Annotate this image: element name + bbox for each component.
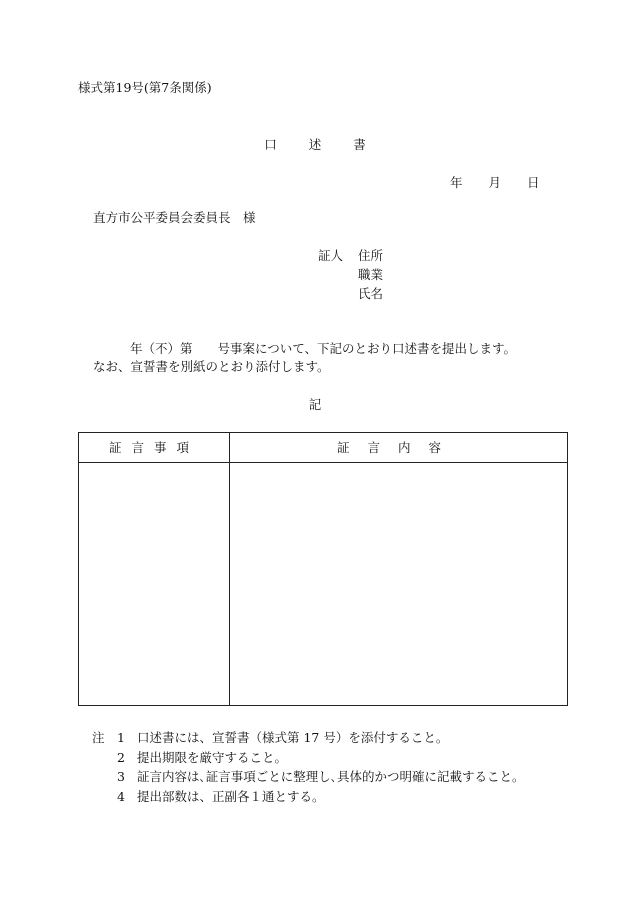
note-number: 2: [117, 749, 125, 765]
body-text-line-2: なお、宣誓書を別紙のとおり添付します。: [93, 359, 330, 374]
title-char: 書: [353, 137, 366, 152]
addressee: 直方市公平委員会委員長 様: [93, 210, 256, 225]
date-line: [450, 175, 562, 191]
note-number: 1: [117, 730, 125, 745]
note-text: 提出期限を厳守すること。: [137, 749, 288, 765]
date-year: 年: [450, 175, 463, 190]
date-day: 日: [527, 175, 540, 190]
note-text: 提出部数は、正副各１通とする。: [137, 788, 325, 804]
body-text-line-1: 年（不）第 号事案について、下記のとおり口述書を提出します。: [130, 341, 517, 356]
note-item: [92, 728, 525, 748]
form-number-label: 様式第19号(第7条関係): [78, 80, 212, 95]
column-divider: [229, 433, 230, 705]
header-testimony-content: 証言内容: [336, 440, 459, 455]
witness-name-field[interactable]: 氏名: [358, 286, 384, 301]
note-number: 3: [117, 769, 125, 784]
note-item: [92, 787, 525, 807]
notes-lead: 注: [92, 730, 105, 745]
note-text: 証言内容は､証言事項ごとに整理し､具体的かつ明確に記載すること。: [137, 769, 525, 784]
witness-label: 証人: [318, 248, 344, 263]
header-testimony-items: 証言事項: [108, 440, 199, 455]
witness-occupation-field[interactable]: 職業: [358, 267, 384, 282]
date-month: 月: [488, 175, 502, 190]
title-char: 口: [264, 137, 277, 152]
document-title: [0, 137, 630, 153]
note-text: 口述書には、宣誓書（様式第 17 号）を添付すること。: [137, 730, 449, 745]
note-item: [92, 748, 525, 768]
header-divider: [79, 462, 567, 463]
testimony-table: [78, 432, 568, 706]
witness-address-field[interactable]: 住所: [358, 248, 384, 263]
notes-section: [92, 728, 525, 806]
note-number: 4: [117, 788, 125, 804]
title-char: 述: [308, 137, 322, 152]
ki-heading: 記: [308, 397, 322, 412]
note-item: [92, 767, 525, 787]
